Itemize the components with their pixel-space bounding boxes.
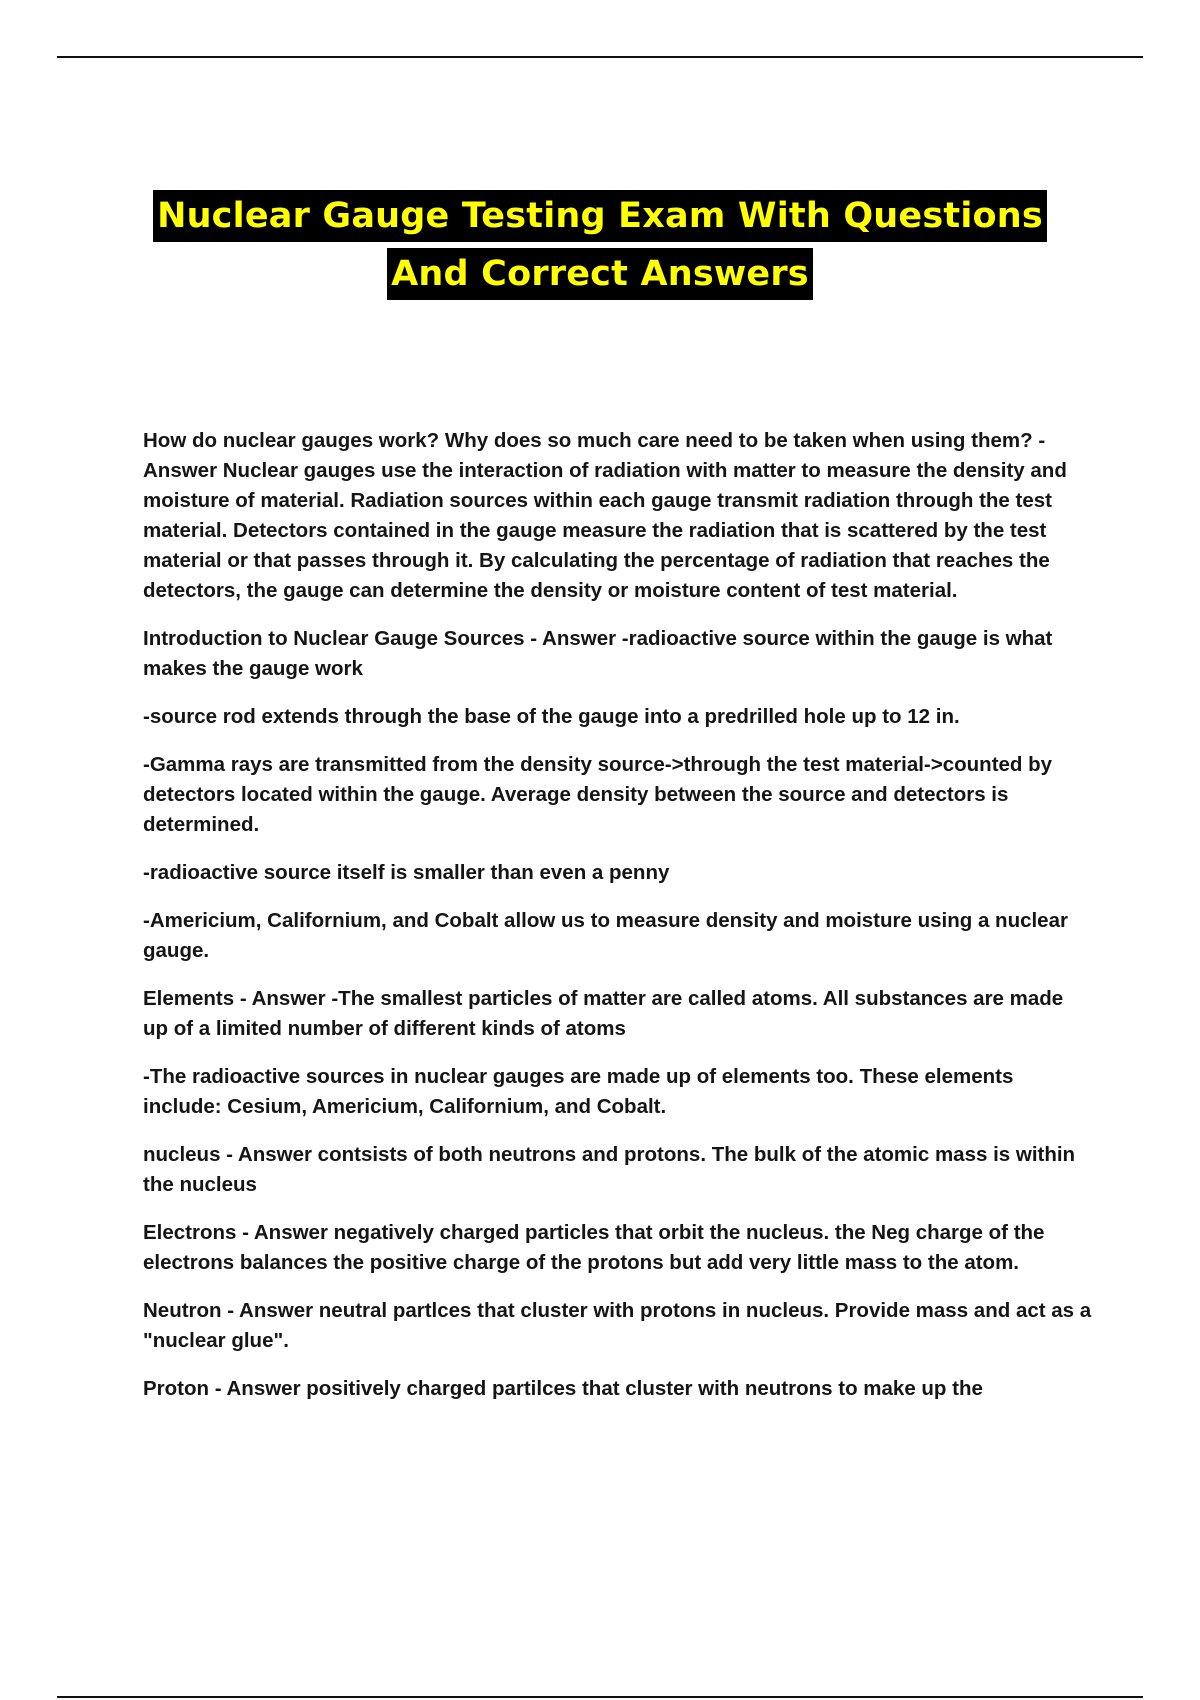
title-line-2: And Correct Answers: [387, 248, 813, 300]
document-title: [0, 190, 1200, 300]
paragraph-how-gauges-work: How do nuclear gauges work? Why does so much care need to be taken when using them? - Answer Nuclear gauges use the interaction of radiation with matter to measure the density and moisture of material. Radiation sources within each gauge transmit radiation through the test material. Detectors contained in the gauge measure the radiation that is scattered by the test material or that passes through it. By calculating the percentage of radiation that reaches the detectors, the gauge can determine the density or moisture content of test material.: [143, 429, 1067, 602]
paragraph-source-rod: -source rod extends through the base of the gauge into a predrilled hole up to 12 in.: [143, 705, 960, 728]
paragraph-elements: Elements - Answer -The smallest particles of matter are called atoms. All substances are made up of a limited number of different kinds of atoms: [143, 987, 1064, 1040]
paragraph-source-size: -radioactive source itself is smaller than even a penny: [143, 861, 670, 884]
paragraph-nucleus: nucleus - Answer contsists of both neutrons and protons. The bulk of the atomic mass is within the nucleus: [143, 1143, 1076, 1196]
bottom-divider: [57, 1696, 1143, 1698]
paragraph-proton: Proton - Answer positively charged partilces that cluster with neutrons to make up the: [143, 1377, 983, 1400]
paragraph-gamma-rays: -Gamma rays are transmitted from the density source->through the test material->counted by detectors located within the gauge. Average density between the source and detectors is determined.: [143, 753, 1053, 836]
paragraph-intro-sources: Introduction to Nuclear Gauge Sources - Answer -radioactive source within the gauge is what makes the gauge work: [143, 627, 1053, 680]
document-body: [143, 426, 1093, 1422]
paragraph-gauge-elements: -The radioactive sources in nuclear gauges are made up of elements too. These elements include: Cesium, Americium, Californium, and Cobalt.: [143, 1065, 1014, 1118]
paragraph-neutron: Neutron - Answer neutral partlces that cluster with protons in nucleus. Provide mass and act as a "nuclear glue".: [143, 1299, 1092, 1352]
paragraph-electrons: Electrons - Answer negatively charged particles that orbit the nucleus. the Neg charge of the electrons balances the positive charge of the protons but add very little mass to the atom.: [143, 1221, 1045, 1274]
top-divider: [57, 56, 1143, 58]
paragraph-isotopes: -Americium, Californium, and Cobalt allow us to measure density and moisture using a nuclear gauge.: [143, 909, 1068, 962]
title-line-1: Nuclear Gauge Testing Exam With Questions: [153, 190, 1047, 242]
